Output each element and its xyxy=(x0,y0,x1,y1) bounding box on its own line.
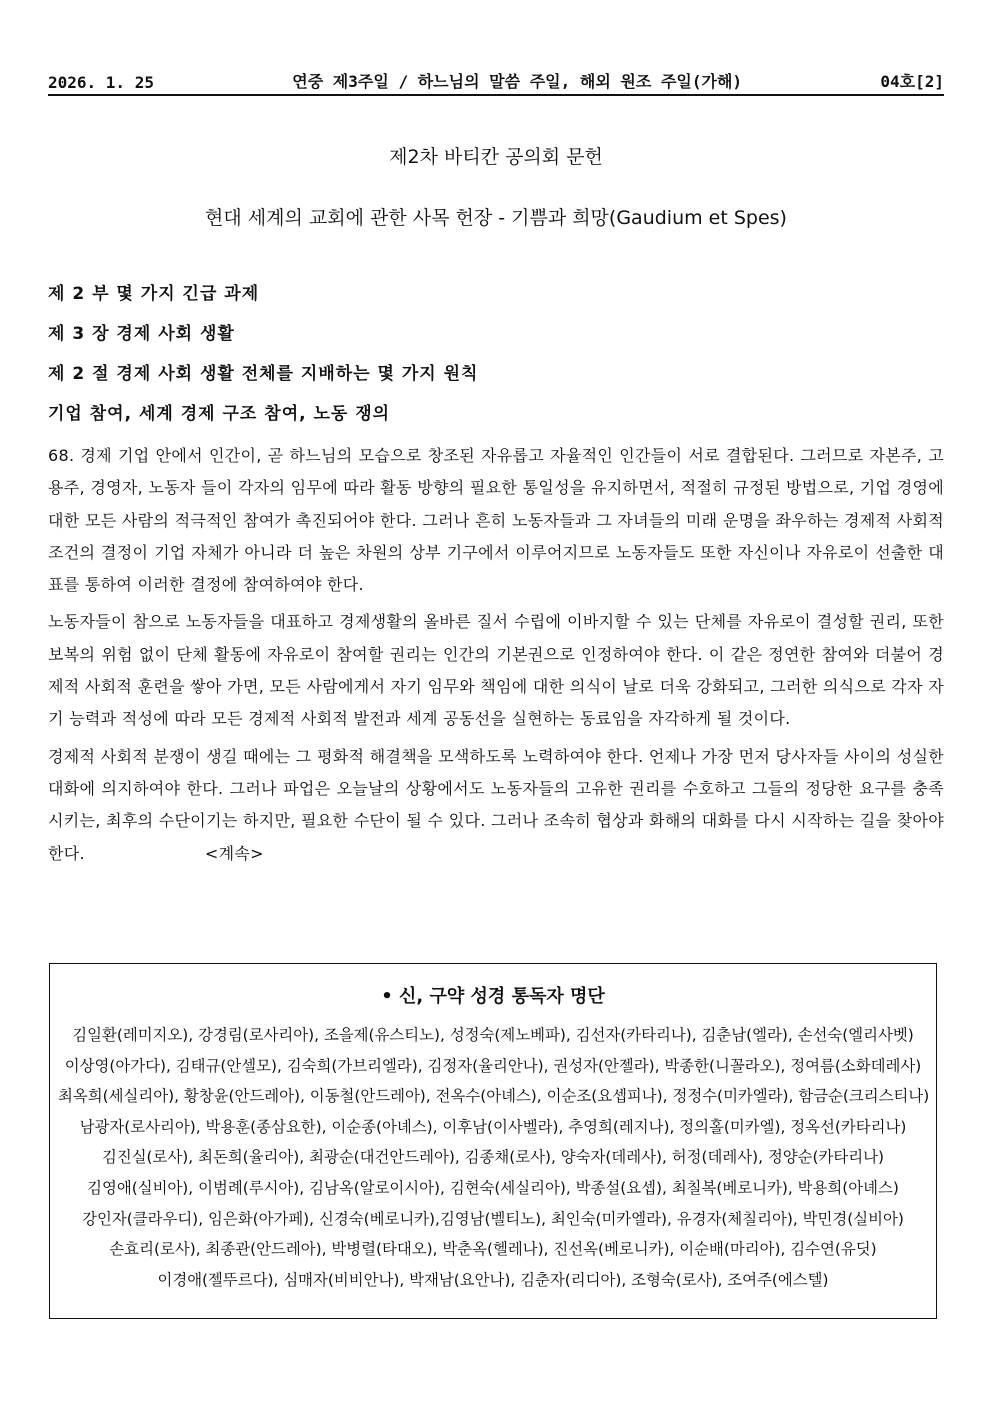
header-issue: 04호[2] xyxy=(880,72,944,91)
readers-title: • 신, 구약 성경 통독자 명단 xyxy=(381,986,605,1007)
readers-line: 김영애(실비아), 이범례(루시아), 김남옥(알로이시아), 김현숙(세실리아), 박종설(요셉), 최칠복(베로니카), 박용희(아녜스) xyxy=(87,1178,899,1197)
section-heading: 제 2 절 경제 사회 생활 전체를 지배하는 몇 가지 원칙 xyxy=(48,364,479,384)
header-title: 연중 제3주일 / 하느님의 말씀 주일, 해외 원조 주일(가해) xyxy=(292,72,743,91)
readers-line: 이경애(젤뚜르다), 심매자(비비안나), 박재남(요안나), 김춘자(리디아), 조형숙(로사), 조여주(에스텔) xyxy=(157,1270,829,1289)
readers-line: 이상영(아가다), 김태규(안셀모), 김숙희(가브리엘라), 김정자(율리안나), 권성자(안젤라), 박종한(니꼴라오), 정여름(소화데레사) xyxy=(64,1056,922,1075)
chapter-heading: 제 3 장 경제 사회 생활 xyxy=(48,324,235,344)
readers-line: 김진실(로사), 최돈희(율리아), 최광순(대건안드레아), 김종채(로사), 양숙자(데레사), 허정(데레사), 정양순(카타리나) xyxy=(101,1148,885,1167)
readers-line: 최옥희(세실리아), 황창윤(안드레아), 이동철(안드레아), 전옥수(아녜스), 이순조(요셉피나), 정정수(미카엘라), 함금순(크리스티나) xyxy=(58,1087,930,1106)
continued-marker: <계속> xyxy=(204,843,264,863)
page-header xyxy=(48,66,944,96)
paragraph-rights: 노동자들이 참으로 노동자들을 대표하고 경제생활의 올바른 질서 수립에 이바지할 수 있는 단체를 자유로이 결성할 권리, 또한 보복의 위험 없이 단체 활동에 자유로이 참여할 권리는 인간의 기본권으로 인정하여야 한다. 이 같은 정연한 참여와 더불어 경제적 사회적 훈련을 쌓아 가면, 모든 사람에게서 자기 임무와 책임에 대한 의식이 날로 더욱 강화되고, 그러한 의식으로 각자 자기 능력과 적성에 따라 모든 경제적 사회적 발전과 세계 공동선을 실현하는 동료임을 자각하게 될 것이다. xyxy=(48,612,944,729)
readers-line: 남광자(로사리아), 박용훈(종삼요한), 이순종(아녜스), 이후남(이사벨라), 추영희(레지나), 정의홀(미카엘), 정옥선(카타리나) xyxy=(79,1117,907,1136)
part-heading: 제 2 부 몇 가지 긴급 과제 xyxy=(48,284,260,304)
paragraph-disputes-text: 경제적 사회적 분쟁이 생길 때에는 그 평화적 해결책을 모색하도록 노력하여야 한다. 언제나 가장 먼저 당사자들 사이의 성실한 대화에 의지하여야 한다. 그러나 파업은 오늘날의 상황에서도 노동자들의 고유한 권리를 수호하고 그들의 정당한 요구를 충족시키는, 최후의 수단이기는 하지만, 필요한 수단이 될 수 있다. 그러나 조속히 협상과 화해의 대화를 다시 시작하는 길을 찾아야 한다. xyxy=(48,746,944,863)
section-headings xyxy=(48,283,944,443)
topic-heading: 기업 참여, 세계 경제 구조 참여, 노동 쟁의 xyxy=(48,404,391,424)
readers-list xyxy=(50,1020,936,1295)
document-body xyxy=(48,440,944,875)
readers-line: 강인자(클라우디), 임은화(아가페), 신경숙(베로니카),김영남(벨티노), 최인숙(미카엘라), 유경자(체칠리아), 박민경(실비아) xyxy=(82,1209,904,1228)
paragraph-disputes xyxy=(48,741,944,870)
readers-line: 손효리(로사), 최종관(안드레아), 박병렬(타대오), 박춘옥(헬레나), 진선옥(베로니카), 이순배(마리아), 김수연(유딧) xyxy=(109,1240,877,1259)
header-date: 2026. 1. 25 xyxy=(48,73,154,92)
paragraph-68: 68. 경제 기업 안에서 인간이, 곧 하느님의 모습으로 창조된 자유롭고 자율적인 인간들이 서로 결합된다. 그러므로 자본주, 고용주, 경영자, 노동자 들이 각자의 임무에 따라 활동 방향의 필요한 통일성을 유지하면서, 적절히 규정된 방법으로, 기업 경영에 대한 모든 사람의 적극적인 참여가 촉진되어야 한다. 그러나 흔히 노동자들과 그 자녀들의 미래 운명을 좌우하는 경제적 사회적 조건의 결정이 기업 자체가 아니라 더 높은 차원의 상부 기구에서 이루어지므로 노동자들도 또한 자신이나 자유로이 선출한 대표를 통하여 이러한 결정에 참여하여야 한다. xyxy=(48,446,944,595)
document-title: 제2차 바티칸 공의회 문헌 xyxy=(389,146,603,168)
readers-box xyxy=(49,963,937,1319)
readers-line: 김일환(레미지오), 강경림(로사리아), 조을제(유스티노), 성정숙(제노베파), 김선자(카타리나), 김춘남(엘라), 손선숙(엘리사벳) xyxy=(72,1026,914,1044)
document-subtitle: 현대 세계의 교회에 관한 사목 헌장 - 기쁨과 희망(Gaudium et Spes) xyxy=(205,207,787,229)
